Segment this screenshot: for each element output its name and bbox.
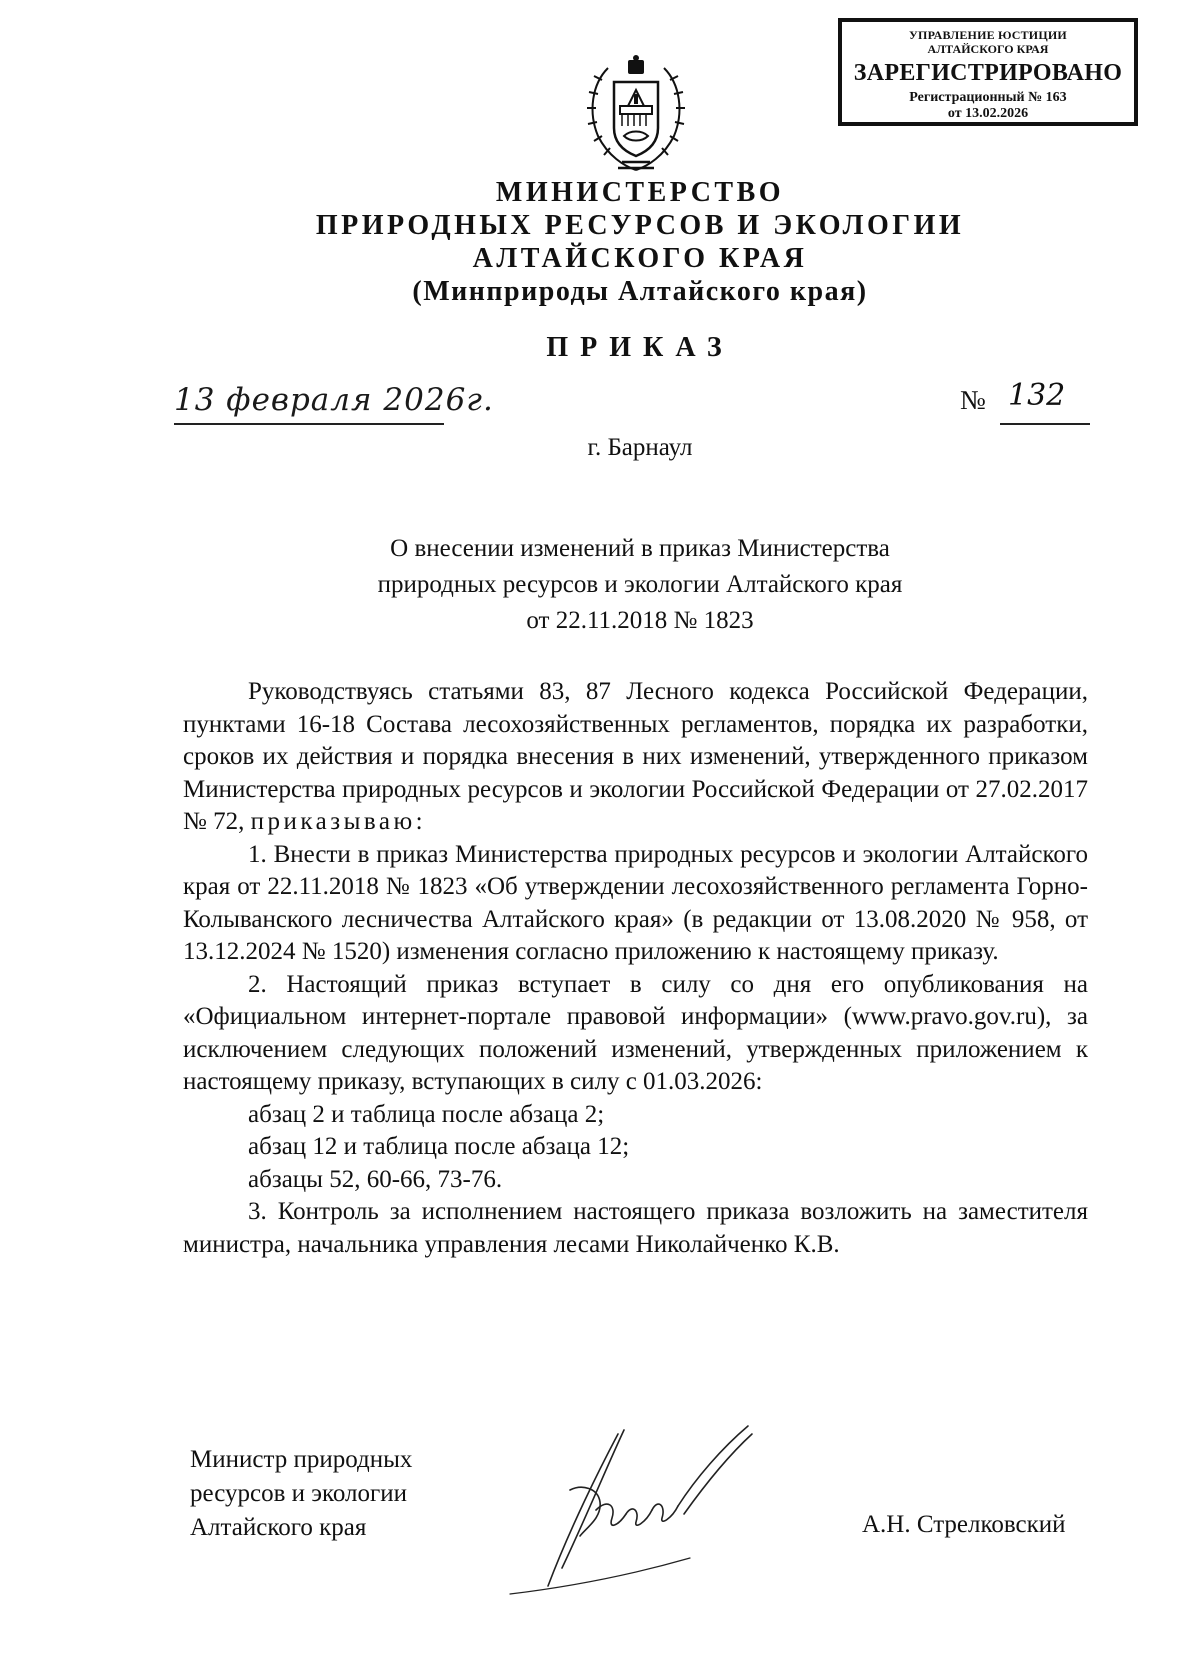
city: г. Барнаул bbox=[587, 434, 693, 461]
coat-of-arms-icon bbox=[572, 50, 700, 178]
stamp-line-2: АЛТАЙСКОГО КРАЯ bbox=[927, 41, 1049, 56]
signatory-position bbox=[190, 1443, 412, 1545]
handwritten-signature-icon bbox=[500, 1418, 790, 1598]
order-date-handwritten: 13 февраля 2026г. bbox=[174, 382, 494, 418]
subject-line-3: от 22.11.2018 № 1823 bbox=[526, 607, 754, 634]
stamp-reg-date: от 13.02.2026 bbox=[947, 106, 1029, 122]
date-underline bbox=[174, 423, 444, 425]
exception-2: абзац 12 и таблица после абзаца 12; bbox=[248, 1133, 630, 1160]
preamble-text: Руководствуясь статьями 83, 87 Лесного кодекса Российской Федерации, пунктами 16-18 Состава лесохозяйственных регламентов, порядка их разработки, сроков их действия и порядка внесения в них изменений, утвержденного приказом Министерства природных ресурсов и экологии Российской Федерации от 27.02.2017 № 72, bbox=[183, 678, 1088, 835]
order-number-label: № bbox=[960, 385, 986, 415]
header-short-name: (Минприроды Алтайского края) bbox=[412, 276, 868, 307]
ministry-header bbox=[0, 176, 1200, 308]
registration-stamp bbox=[838, 18, 1138, 126]
position-line-1: Министр природных bbox=[190, 1446, 413, 1473]
exception-3: абзацы 52, 60-66, 73-76. bbox=[248, 1165, 503, 1193]
order-title: ПРИКАЗ bbox=[546, 332, 734, 363]
header-line-3: АЛТАЙСКОГО КРАЯ bbox=[472, 243, 808, 274]
header-line-2: ПРИРОДНЫХ РЕСУРСОВ И ЭКОЛОГИИ bbox=[315, 210, 965, 241]
exception-1: абзац 2 и таблица после абзаца 2; bbox=[248, 1100, 605, 1128]
position-line-3: Алтайского края bbox=[190, 1514, 367, 1541]
number-underline bbox=[1000, 423, 1090, 425]
header-line-1: МИНИСТЕРСТВО bbox=[495, 177, 785, 208]
order-body bbox=[183, 676, 1088, 1261]
order-word: приказываю: bbox=[250, 808, 427, 835]
item-2: 2. Настоящий приказ вступает в силу со дня его опубликования на «Официальном интернет-портале правовой информации» (www.pravo.gov.ru), за исключением следующих положений изменений, утвержденных приложением к настоящему приказу, вступающих в силу с 01.03.2026: bbox=[183, 970, 1088, 1095]
stamp-line-1: УПРАВЛЕНИЕ ЮСТИЦИИ bbox=[909, 28, 1067, 42]
item-1: 1. Внести в приказ Министерства природных ресурсов и экологии Алтайского края от 22.11.2018 № 1823 «Об утверждении лесохозяйственного регламента Горно-Колыванского лесничества Алтайского края» (в редакции от 13.08.2020 № 958, от 13.12.2024 № 1520) изменения согласно приложению к настоящему приказу. bbox=[183, 840, 1088, 965]
signatory-name: А.Н. Стрелковский bbox=[862, 1511, 1066, 1538]
stamp-title: ЗАРЕГИСТРИРОВАНО bbox=[853, 59, 1123, 86]
stamp-reg-number: Регистрационный № 163 bbox=[909, 90, 1067, 106]
order-number-handwritten: 132 bbox=[1008, 378, 1066, 413]
item-3: 3. Контроль за исполнением настоящего приказа возложить на заместителя министра, начальника управления лесами Николайченко К.В. bbox=[183, 1198, 1088, 1258]
order-subject bbox=[0, 531, 1200, 639]
subject-line-1: О внесении изменений в приказ Министерства bbox=[390, 535, 890, 562]
position-line-2: ресурсов и экологии bbox=[190, 1480, 408, 1507]
preamble-paragraph bbox=[183, 676, 1088, 839]
subject-line-2: природных ресурсов и экологии Алтайского края bbox=[377, 571, 903, 598]
